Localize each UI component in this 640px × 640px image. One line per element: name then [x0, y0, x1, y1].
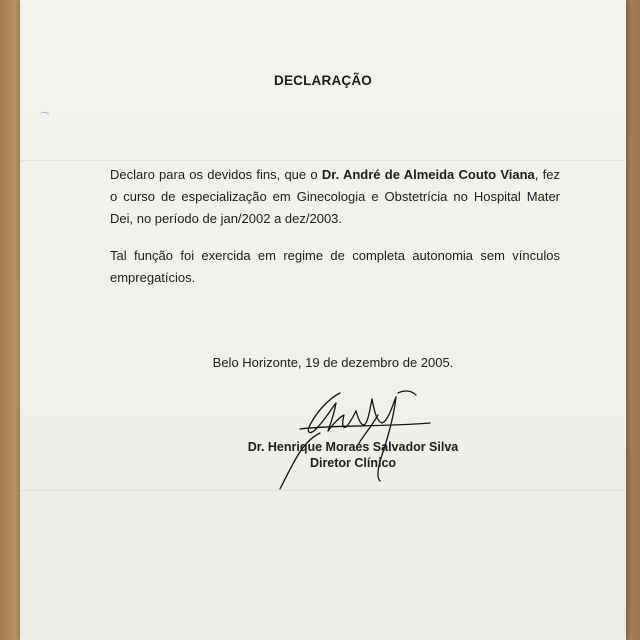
paper-fold-line: [20, 160, 626, 161]
document-page: [20, 0, 626, 640]
signer-name: Dr. Henrique Moraes Salvador Silva: [247, 440, 459, 454]
declared-person-name: Dr. André de Almeida Couto Viana: [321, 167, 535, 182]
paragraph-intro: Declaro para os devidos fins, que o: [110, 167, 322, 182]
signer-role: Diretor Clínico: [309, 456, 397, 470]
autonomy-paragraph: Tal função foi exercida em regime de completa autonomia sem vínculos empregatícios.: [110, 248, 560, 285]
declaration-paragraph: [110, 164, 560, 230]
paragraph-rest: , fez o curso de especialização em Ginecologia e Obstetrícia no Hospital Mater Dei, no período de jan/2002 a dez/2003.: [110, 167, 560, 226]
document-title: DECLARAÇÃO: [274, 73, 372, 88]
blue-ink-mark: [40, 108, 50, 118]
place-and-date: Belo Horizonte, 19 de dezembro de 2005.: [212, 355, 454, 370]
